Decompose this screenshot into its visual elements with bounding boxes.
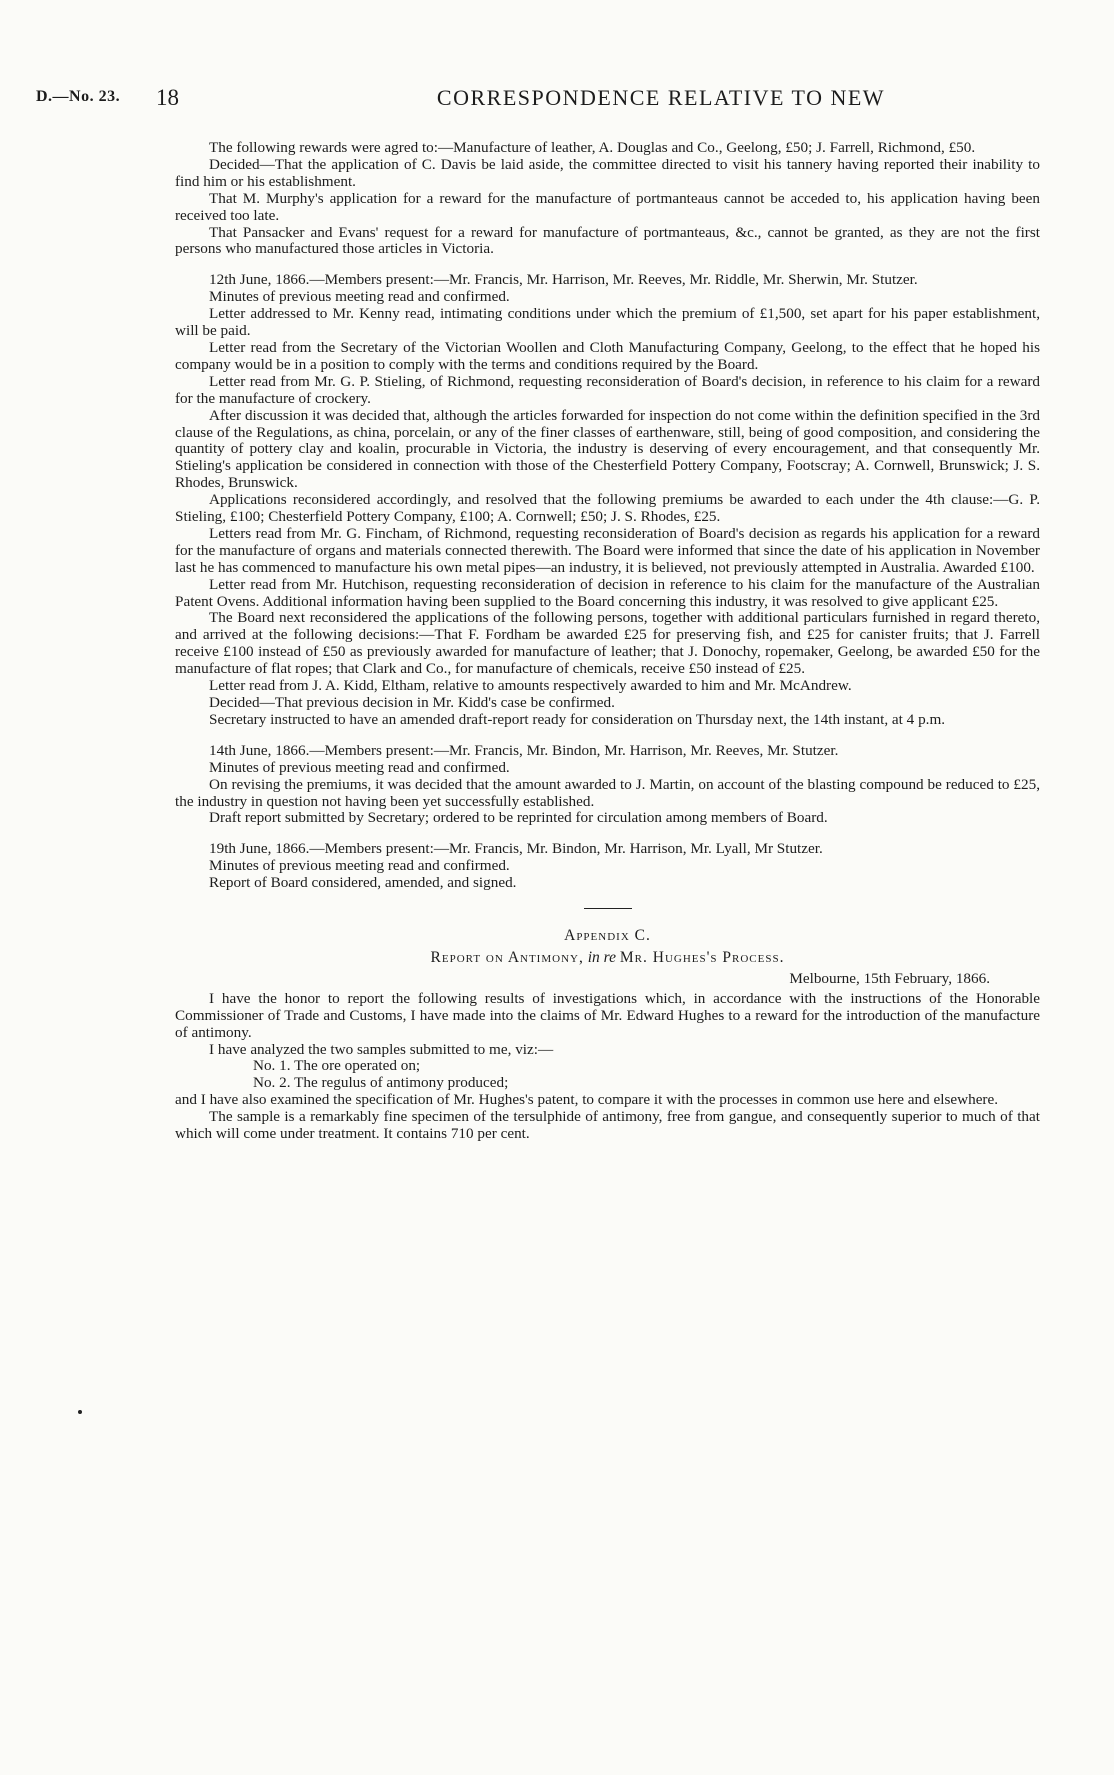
appendix-c bbox=[175, 928, 1040, 1143]
dateline: Melbourne, 15th February, 1866. bbox=[789, 969, 990, 987]
meeting-14-june bbox=[175, 743, 1040, 828]
paragraph: The Board next reconsidered the applications of the following persons, together with additional particulars furnished in regard thereto, and arrived at the following decisions:—That F. Fordham be awarded £25 for preserving fish, and £25 for canister fruits; that J. Farrell receive £100 instead of £50 as previously awarded for manufacture of leather; that J. Donochy, ropemaker, Geelong, be awarded £50 for the manufacture of flat ropes; that Clark and Co., for manufacture of chemicals, receive £50 instead of £25. bbox=[175, 609, 1040, 678]
paragraph: I have the honor to report the following results of investigations which, in accordance with the instructions of the Honorable Commissioner of Trade and Customs, I have made into the claims of Mr. Edward Hughes to a reward for the introduction of the manufacture of antimony. bbox=[175, 989, 1040, 1041]
paragraph: After discussion it was decided that, although the articles forwarded for inspection do not come within the definition specified in the 3rd clause of the Regulations, as china, porcelain, or any of the finer classes of earthenware, still, being of good composition, and considering the quantity of pottery clay and koalin, procurable in Victoria, the industry is deserving of every encouragement, and that consequently Mr. Stieling's application be considered in connection with those of the Chesterfield Pottery Company, Footscray; A. Cornwell, Brunswick; J. S. Rhodes, Brunswick. bbox=[175, 406, 1040, 492]
document-reference: D.—No. 23. bbox=[36, 88, 121, 105]
page-body bbox=[175, 140, 1040, 1143]
meeting-12-june bbox=[175, 272, 1040, 728]
paragraph: On revising the premiums, it was decided that the amount awarded to J. Martin, on account of the blasting compound be reduced to £25, the industry in question not having been yet successfully established. bbox=[175, 775, 1040, 810]
paragraph: The following rewards were agred to:—Manufacture of leather, A. Douglas and Co., Geelong, £50; J. Farrell, Richmond, £50. bbox=[209, 139, 976, 156]
section-divider bbox=[584, 908, 632, 909]
paragraph: Secretary instructed to have an amended draft-report ready for consideration on Thursday next, the 14th instant, at 4 p.m. bbox=[209, 710, 946, 728]
paragraph: 12th June, 1866.—Members present:—Mr. Francis, Mr. Harrison, Mr. Reeves, Mr. Riddle, Mr. Sherwin, Mr. Stutzer. bbox=[209, 271, 918, 289]
paragraph: 19th June, 1866.—Members present:—Mr. Francis, Mr. Bindon, Mr. Harrison, Mr. Lyall, Mr Stutzer. bbox=[209, 840, 823, 858]
page-number: 18 bbox=[156, 85, 179, 110]
paragraph: That Pansacker and Evans' request for a reward for manufacture of portmanteaus, &c., cannot be granted, as they are not the first persons who manufactured those articles in Victoria. bbox=[175, 223, 1040, 258]
paragraph: Minutes of previous meeting read and confirmed. bbox=[209, 758, 510, 776]
running-title: CORRESPONDENCE RELATIVE TO NEW bbox=[436, 85, 886, 110]
appendix-title: Appendix C. bbox=[564, 927, 651, 945]
paragraph: Letter read from Mr. Hutchison, requesting reconsideration of decision in reference to his claim for the manufacture of the Australian Patent Ovens. Additional information having been supplied to the Board concerning this industry, it was resolved to give applicant £25. bbox=[175, 575, 1040, 610]
rewards-section bbox=[175, 140, 1040, 258]
paragraph: That M. Murphy's application for a reward for the manufacture of portmanteaus cannot be acceded to, his application having been received too late. bbox=[175, 189, 1040, 224]
list-item: No. 1. The ore operated on; bbox=[253, 1057, 421, 1075]
paragraph: Letters read from Mr. G. Fincham, of Richmond, requesting reconsideration of Board's decision as regards his application for a reward for the manufacture of organs and materials connected therewith. The Board were informed that since the date of his application in November last he has commenced to manufacture his own metal pipes—an industry, it is believed, not previously attempted in Australia. Awarded £100. bbox=[175, 524, 1040, 576]
paragraph: Letter read from J. A. Kidd, Eltham, relative to amounts respectively awarded to him and Mr. McAndrew. bbox=[209, 677, 852, 695]
paragraph: Minutes of previous meeting read and confirmed. bbox=[209, 857, 510, 875]
subtitle-part: Report on Antimony, bbox=[430, 948, 584, 966]
paragraph: Decided—That the application of C. Davis be laid aside, the committee directed to visit his tannery having reported their inability to find him or his establishment. bbox=[175, 155, 1040, 190]
meeting-19-june bbox=[175, 841, 1040, 892]
paragraph: The sample is a remarkably fine specimen of the tersulphide of antimony, free from gangue, and consequently superior to much of that which will come under treatment. It contains 710 per cent. bbox=[175, 1108, 1040, 1143]
paragraph: Applications reconsidered accordingly, and resolved that the following premiums be awarded to each under the 4th clause:—G. P. Stieling, £100; Chesterfield Pottery Company, £100; A. Cornwell; £50; J. S. Rhodes, £25. bbox=[175, 491, 1040, 526]
paragraph: Decided—That previous decision in Mr. Kidd's case be confirmed. bbox=[209, 694, 615, 711]
paragraph: Report of Board considered, amended, and signed. bbox=[209, 874, 517, 892]
paragraph: Draft report submitted by Secretary; ordered to be reprinted for circulation among members of Board. bbox=[209, 809, 828, 827]
page-header bbox=[36, 85, 1046, 118]
paragraph: Letter read from the Secretary of the Victorian Woollen and Cloth Manufacturing Company, Geelong, to the effect that he hoped his company would be in a position to comply with the terms and conditions required by the Board. bbox=[175, 338, 1040, 373]
paragraph: and I have also examined the specification of Mr. Hughes's patent, to compare it with the processes in common use here and elsewhere. bbox=[175, 1091, 999, 1109]
margin-mark bbox=[78, 1410, 82, 1414]
paragraph: 14th June, 1866.—Members present:—Mr. Francis, Mr. Bindon, Mr. Harrison, Mr. Reeves, Mr. Stutzer. bbox=[209, 741, 839, 759]
subtitle-part: in re bbox=[587, 948, 616, 966]
paragraph: I have analyzed the two samples submitted to me, viz:— bbox=[209, 1040, 554, 1058]
paragraph: Letter read from Mr. G. P. Stieling, of Richmond, requesting reconsideration of Board's decision, in reference to his claim for a reward for the manufacture of crockery. bbox=[175, 372, 1040, 407]
paragraph: Letter addressed to Mr. Kenny read, intimating conditions under which the premium of £1,500, set apart for his paper establishment, will be paid. bbox=[175, 305, 1040, 340]
paragraph: Minutes of previous meeting read and confirmed. bbox=[209, 288, 510, 306]
list-item: No. 2. The regulus of antimony produced; bbox=[253, 1074, 509, 1092]
subtitle-part: Mr. Hughes's Process. bbox=[619, 948, 785, 966]
appendix-subtitle bbox=[175, 950, 1040, 967]
